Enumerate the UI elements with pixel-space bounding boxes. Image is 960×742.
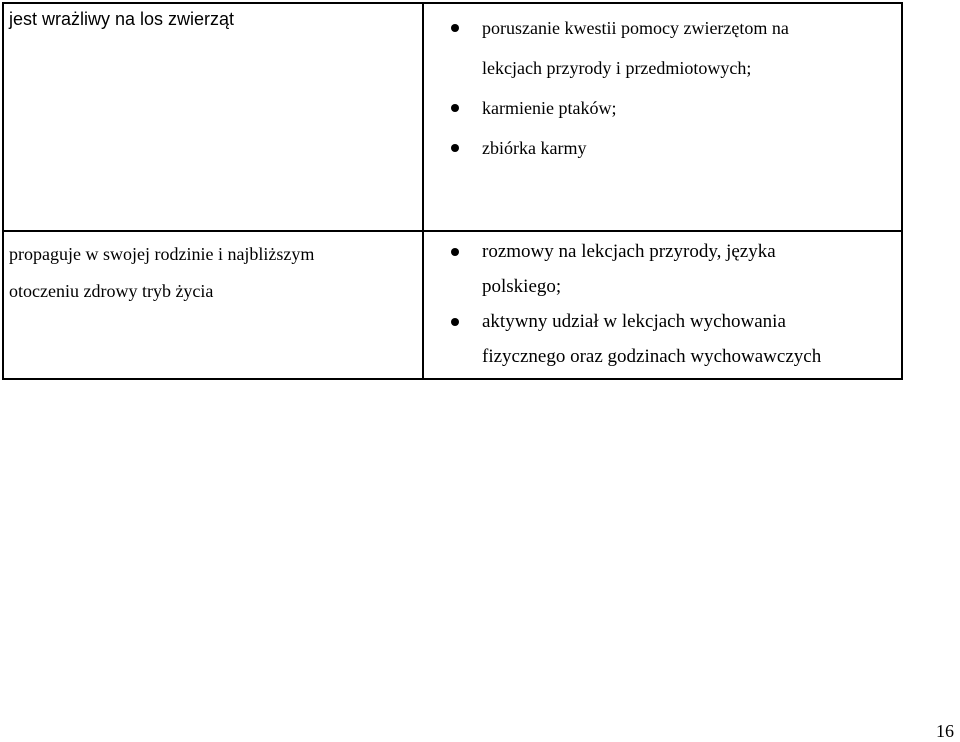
activity-line: poruszanie kwestii pomocy zwierzętom na (482, 18, 789, 38)
activity-line: karmienie ptaków; (482, 98, 617, 118)
table-cell-goal (3, 231, 423, 379)
table-cell-activities (423, 3, 902, 231)
bullet-icon (451, 318, 459, 326)
list-item (424, 234, 901, 304)
list-item (424, 304, 901, 374)
bullet-icon (451, 104, 459, 112)
list-item (424, 88, 901, 128)
goal-line: propaguje w swojej rodzinie i najbliższym (9, 244, 315, 264)
table-cell-activities (423, 231, 902, 379)
goal-line: jest wrażliwy na los zwierząt (9, 9, 235, 29)
list-item (424, 8, 901, 88)
activity-line: rozmowy na lekcjach przyrody, języka (482, 241, 776, 262)
values-activities-table (2, 2, 903, 380)
page-number: 16 (936, 721, 954, 741)
table-row (3, 3, 902, 231)
activity-list (424, 232, 901, 374)
goal-line: otoczeniu zdrowy tryb życia (9, 281, 214, 301)
list-item (424, 128, 901, 168)
table-row (3, 231, 902, 379)
activity-list (424, 4, 901, 168)
activity-line: polskiego; (482, 276, 562, 297)
activity-line: lekcjach przyrody i przedmiotowych; (482, 58, 752, 78)
bullet-icon (451, 144, 459, 152)
activity-line: aktywny udział w lekcjach wychowania (482, 311, 786, 332)
activity-line: zbiórka karmy (482, 138, 587, 158)
goal-text (4, 4, 422, 32)
activity-line: fizycznego oraz godzinach wychowawczych (482, 346, 822, 367)
goal-text (4, 232, 422, 310)
table-cell-goal (3, 3, 423, 231)
bullet-icon (451, 24, 459, 32)
bullet-icon (451, 248, 459, 256)
